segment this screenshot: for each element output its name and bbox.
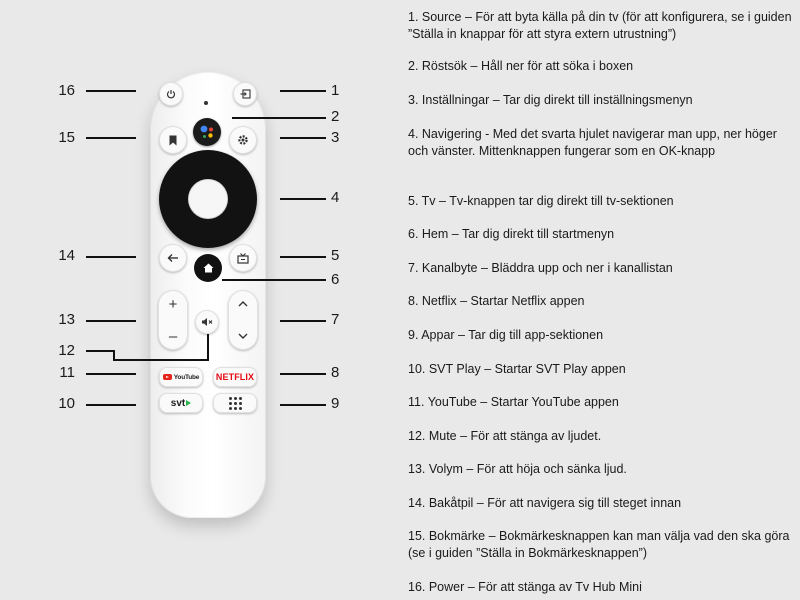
chevron-up-icon — [238, 300, 248, 307]
callout-line-4 — [280, 198, 326, 200]
youtube-logo — [163, 374, 199, 381]
source-icon — [240, 89, 251, 99]
youtube-button — [159, 367, 203, 387]
callout-line-12a — [86, 350, 114, 352]
callout-number-14: 14 — [58, 247, 75, 264]
legend-item-16: 16. Power – För att stänga av Tv Hub Mini — [408, 580, 642, 594]
callout-line-5 — [280, 256, 326, 258]
remote-control — [150, 72, 266, 518]
legend-item-13: 13. Volym – För att höja och sänka ljud. — [408, 462, 627, 476]
callout-line-13 — [86, 320, 136, 322]
svt-label: svt — [170, 397, 186, 409]
mute-button — [195, 310, 219, 334]
callout-line-6 — [222, 279, 326, 281]
apps-button — [213, 393, 257, 413]
legend-item-3: 3. Inställningar – Tar dig direkt till inställningsmenyn — [408, 93, 693, 107]
callout-number-5: 5 — [331, 247, 340, 264]
legend-item-14: 14. Bakåtpil – För att navigera sig till steget innan — [408, 496, 682, 510]
netflix-button — [213, 367, 257, 387]
tv-button — [229, 244, 257, 272]
callout-number-4: 4 — [331, 189, 340, 206]
legend-item-7: 7. Kanalbyte – Bläddra upp och ner i kanallistan — [408, 261, 673, 275]
callout-line-7 — [280, 320, 326, 322]
callout-line-9 — [280, 404, 326, 406]
back-arrow-icon — [167, 253, 179, 263]
navigation-wheel — [159, 150, 257, 248]
chevron-down-icon — [238, 333, 248, 340]
callout-number-3: 3 — [331, 129, 340, 146]
voice-search-button — [193, 118, 221, 146]
back-button — [159, 244, 187, 272]
callout-line-16 — [86, 90, 136, 92]
source-button — [233, 82, 257, 106]
legend-item-15: 15. Bokmärke – Bokmärkesknappen kan man välja vad den ska göra (se i guiden ”Ställa in Bokmärkesknappen”) — [408, 529, 790, 560]
settings-button — [229, 126, 257, 154]
legend-item-2: 2. Röstsök – Håll ner för att söka i boxen — [408, 59, 634, 73]
callout-line-10 — [86, 404, 136, 406]
svt-logo — [171, 398, 191, 409]
callout-line-1 — [280, 90, 326, 92]
callout-number-15: 15 — [58, 129, 75, 146]
power-icon — [166, 89, 176, 99]
callout-number-16: 16 — [58, 82, 75, 99]
assistant-icon — [193, 118, 221, 146]
callout-line-12d — [207, 334, 209, 361]
callout-number-10: 10 — [58, 395, 75, 412]
callout-line-3 — [280, 137, 326, 139]
callout-line-12c — [113, 359, 209, 361]
legend-item-5: 5. Tv – Tv-knappen tar dig direkt till tv-sektionen — [408, 194, 674, 208]
volume-down-label: – — [168, 328, 178, 345]
apps-grid-icon — [229, 397, 242, 410]
callout-number-1: 1 — [331, 82, 340, 99]
callout-line-14 — [86, 256, 136, 258]
callout-line-8 — [280, 373, 326, 375]
volume-up-label: + — [168, 296, 178, 313]
callout-line-15 — [86, 137, 136, 139]
legend-item-8: 8. Netflix – Startar Netflix appen — [408, 294, 585, 308]
callout-number-13: 13 — [58, 311, 75, 328]
bookmark-button — [159, 126, 187, 154]
ok-button — [188, 179, 228, 219]
netflix-logo: NETFLIX — [215, 372, 255, 382]
gear-icon — [237, 134, 249, 146]
mute-icon — [201, 317, 213, 327]
callout-number-6: 6 — [331, 271, 340, 288]
legend-item-11: 11. YouTube – Startar YouTube appen — [408, 395, 619, 409]
callout-number-2: 2 — [331, 108, 340, 125]
svt-play-button — [159, 393, 203, 413]
legend-item-6: 6. Hem – Tar dig direkt till startmenyn — [408, 227, 615, 241]
tv-icon — [237, 253, 249, 264]
youtube-label: YouTube — [173, 373, 200, 381]
home-button — [194, 254, 222, 282]
legend-item-1: 1. Source – För att byta källa på din tv (för att konfigurera, se i guiden ”Ställa in knappar för att styra extern utrustning”) — [408, 10, 792, 41]
callout-number-12: 12 — [58, 342, 75, 359]
legend-item-10: 10. SVT Play – Startar SVT Play appen — [408, 362, 626, 376]
microphone-dot — [204, 101, 208, 105]
power-button — [159, 82, 183, 106]
home-icon — [203, 263, 214, 273]
channel-rocker — [228, 290, 258, 350]
legend-item-12: 12. Mute – För att stänga av ljudet. — [408, 429, 602, 443]
volume-rocker — [158, 290, 188, 350]
bookmark-icon — [169, 135, 177, 146]
callout-number-7: 7 — [331, 311, 340, 328]
callout-line-2 — [232, 117, 326, 119]
callout-number-11: 11 — [59, 364, 75, 381]
callout-line-11 — [86, 373, 136, 375]
legend-item-4: 4. Navigering - Med det svarta hjulet navigerar man upp, ner höger och vänster. Mittenknappen fungerar som en OK-knapp — [408, 127, 777, 158]
callout-number-9: 9 — [331, 395, 340, 412]
callout-number-8: 8 — [331, 364, 340, 381]
legend-item-9: 9. Appar – Tar dig till app-sektionen — [408, 328, 604, 342]
